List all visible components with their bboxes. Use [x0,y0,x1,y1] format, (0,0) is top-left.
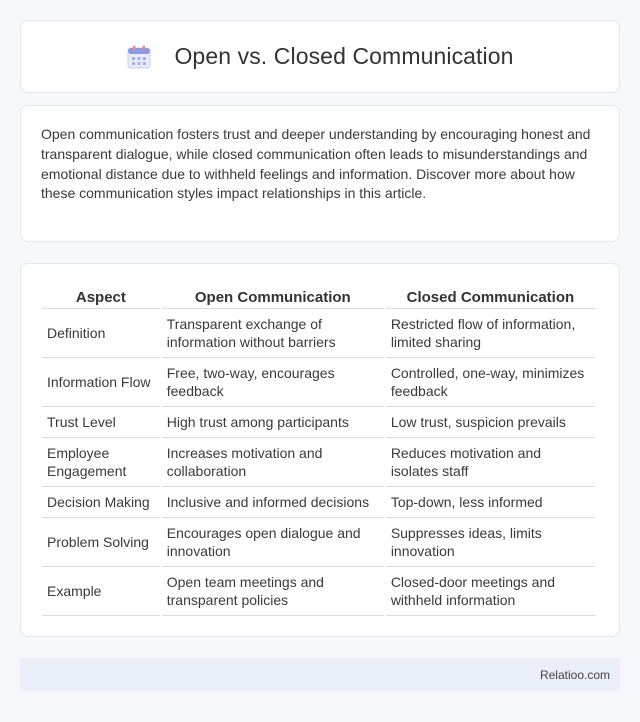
table-cell-open: Increases motivation and collaboration [162,438,384,487]
table-row [42,309,595,358]
table-cell-aspect: Employee Engagement [42,438,160,487]
calendar-icon [126,44,152,70]
comparison-table-card [20,263,620,637]
comparison-table [40,285,597,616]
table-row [42,358,595,407]
intro-card [20,105,620,242]
table-cell-closed: Closed-door meetings and withheld information [386,567,595,616]
table-row [42,518,595,567]
table-cell-aspect: Definition [42,309,160,358]
table-cell-closed: Reduces motivation and isolates staff [386,438,595,487]
footer-brand[interactable]: Relatioo.com [539,667,610,682]
table-cell-open: Free, two-way, encourages feedback [162,358,384,407]
table-header-row [42,285,595,309]
table-row [42,487,595,518]
intro-text: Open communication fosters trust and deeper understanding by encouraging honest and transparent dialogue, while closed communication often leads to misunderstandings and emotional distance due to withheld feelings and information. Discover more about how these communication styles impact relationships in this article. [41,126,591,202]
table-cell-open: Transparent exchange of information without barriers [162,309,384,358]
table-row [42,567,595,616]
table-cell-aspect: Trust Level [42,407,160,438]
footer [20,658,620,691]
table-cell-open: Encourages open dialogue and innovation [162,518,384,567]
table-cell-aspect: Problem Solving [42,518,160,567]
table-cell-closed: Restricted flow of information, limited sharing [386,309,595,358]
table-cell-open: Inclusive and informed decisions [162,487,384,518]
table-cell-open: Open team meetings and transparent policies [162,567,384,616]
table-cell-aspect: Example [42,567,160,616]
table-cell-open: High trust among participants [162,407,384,438]
table-cell-closed: Low trust, suspicion prevails [386,407,595,438]
table-cell-closed: Top-down, less informed [386,487,595,518]
table-cell-aspect: Information Flow [42,358,160,407]
table-cell-aspect: Decision Making [42,487,160,518]
table-cell-closed: Controlled, one-way, minimizes feedback [386,358,595,407]
table-row [42,407,595,438]
title-card [20,20,620,93]
page-title: Open vs. Closed Communication [174,43,514,69]
table-row [42,438,595,487]
column-header-aspect: Aspect [42,285,160,309]
column-header-closed: Closed Communication [386,285,595,309]
table-cell-closed: Suppresses ideas, limits innovation [386,518,595,567]
column-header-open: Open Communication [162,285,384,309]
